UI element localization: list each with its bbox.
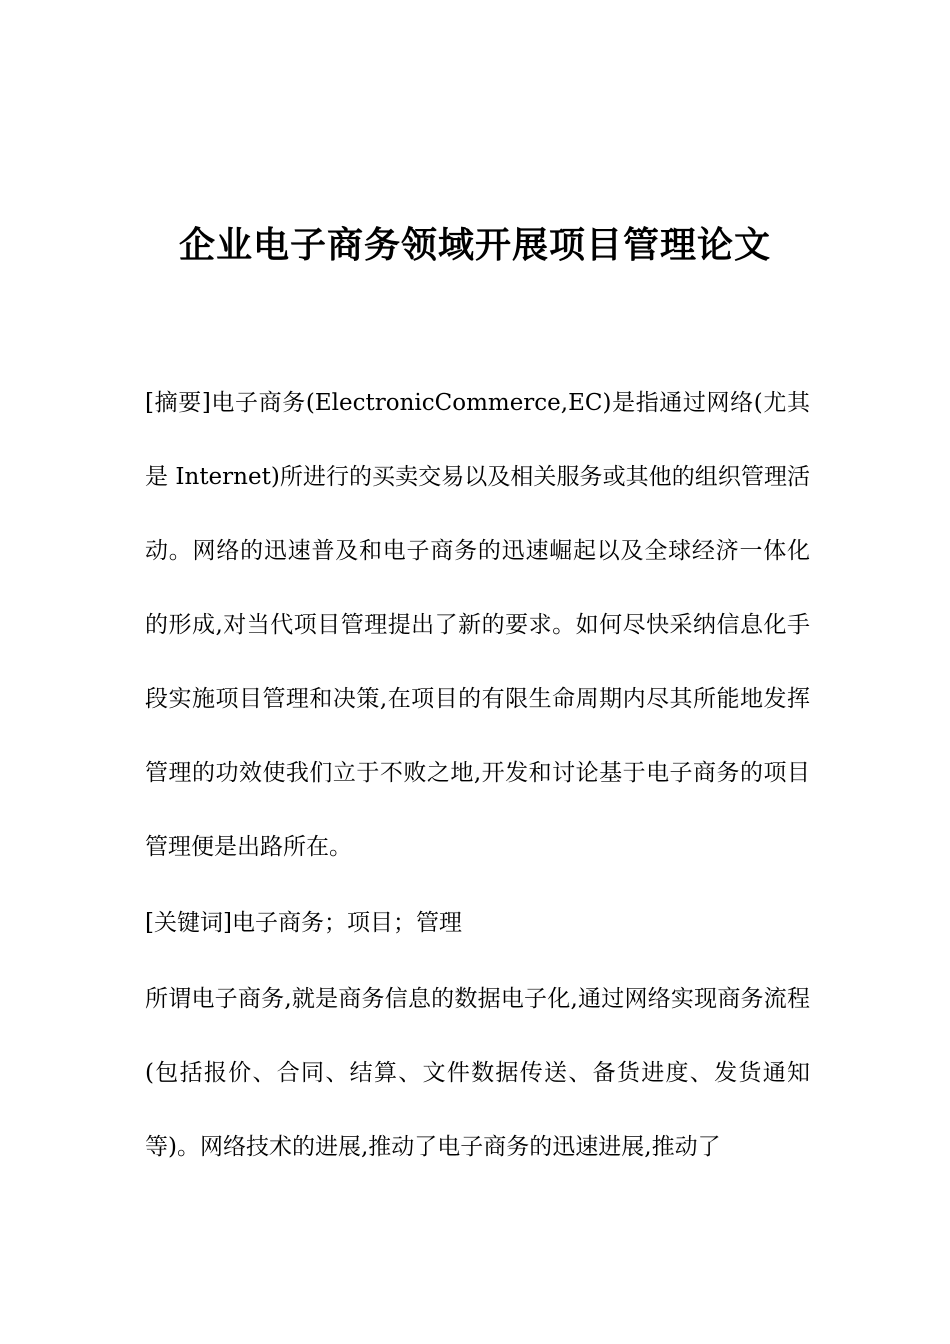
keywords-line: [关键词]电子商务；项目；管理 <box>145 910 462 936</box>
abstract-paragraph: [摘要]电子商务(ElectronicCommerce,EC)是指通过网络(尤其是 Internet)所进行的买卖交易以及相关服务或其他的组织管理活动。网络的迅速普及和电子商务的迅速崛起以及全球经济一体化的形成,对当代项目管理提出了新的要求。如何尽快采纳信息化手段实施项目管理和决策,在项目的有限生命周期内尽其所能地发挥管理的功效使我们立于不败之地,开发和讨论基于电子商务的项目管理便是出路所在。 <box>145 390 810 860</box>
document-title: 企业电子商务领域开展项目管理论文 <box>178 225 771 266</box>
body-paragraph: 所谓电子商务,就是商务信息的数据电子化,通过网络实现商务流程(包括报价、合同、结算、文件数据传送、备货进度、发货通知等)。网络技术的进展,推动了电子商务的迅速进展,推动了 <box>145 986 810 1160</box>
